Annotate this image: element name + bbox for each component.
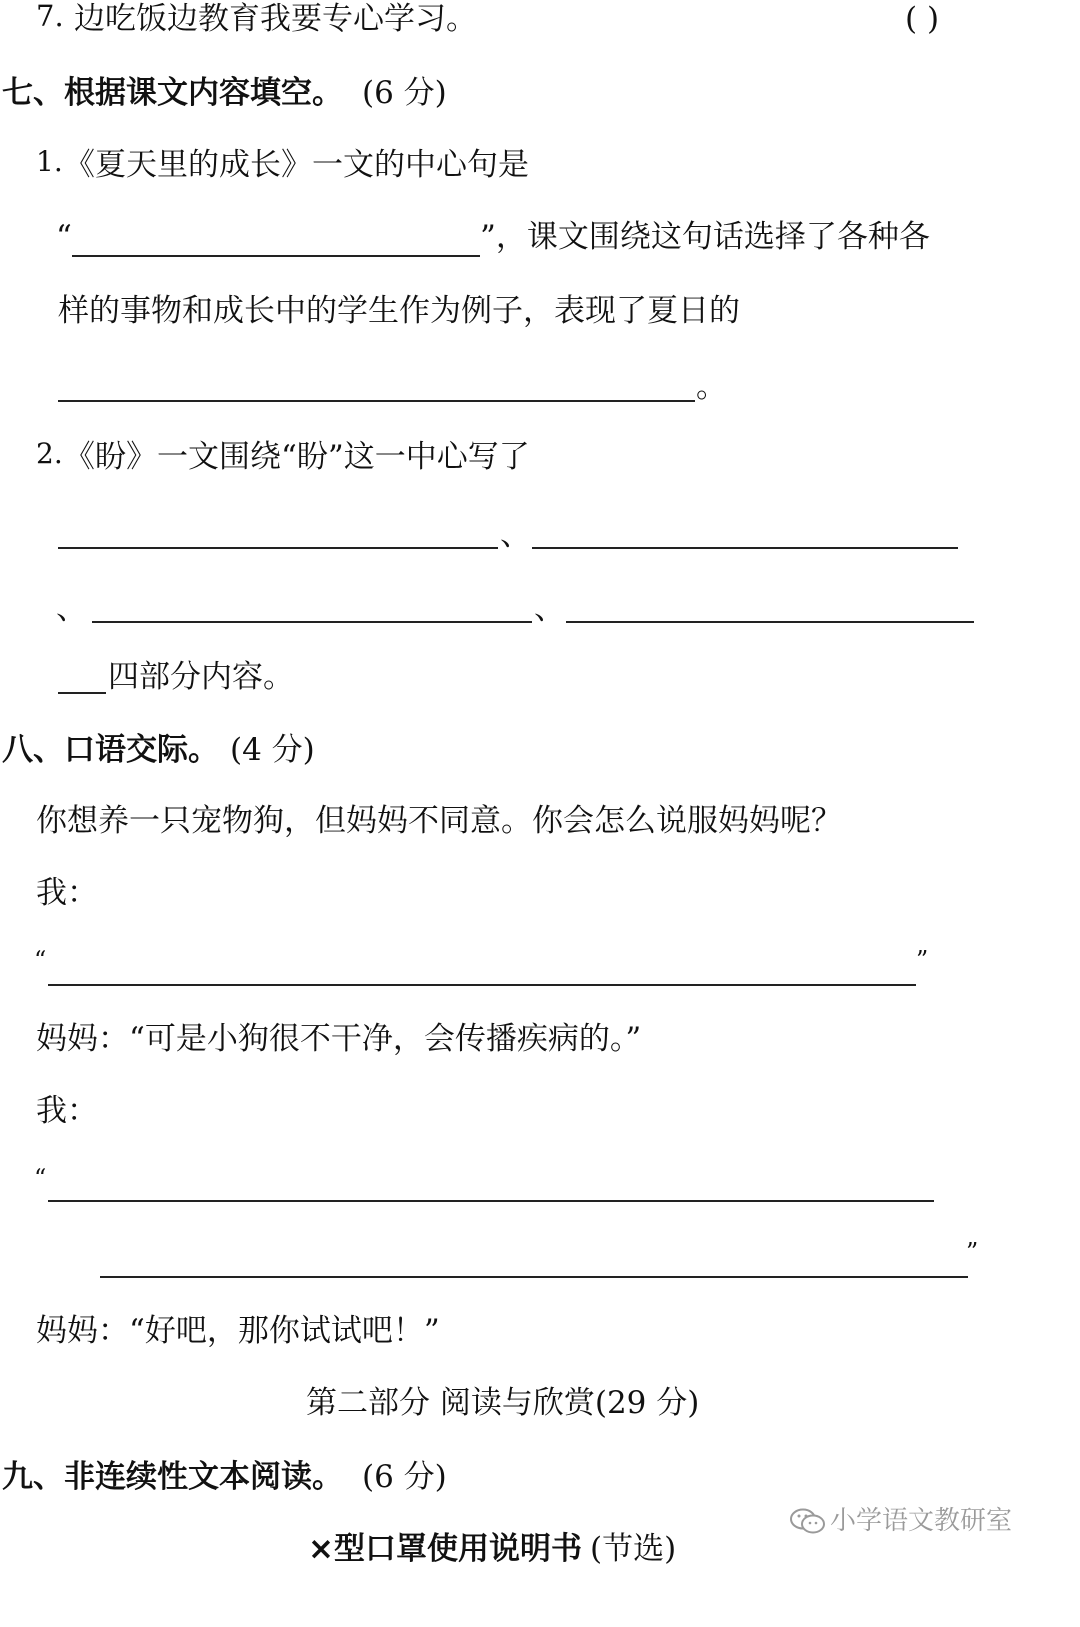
speaker-label: 我：: [36, 875, 98, 911]
answer-blank[interactable]: [100, 1276, 968, 1278]
speaker-label: 我：: [36, 1093, 98, 1129]
question-number: 2.: [36, 437, 63, 470]
question-text: 《夏天里的成长》一文的中心句是: [64, 147, 529, 183]
item-text: 边吃饭边教育我要专心学习。: [74, 1, 477, 37]
answer-blank[interactable]: [58, 547, 498, 549]
watermark-text: 小学语文教研室: [830, 1506, 1013, 1536]
dialogue-line: 妈妈：“好吧，那你试试吧！”: [36, 1313, 440, 1349]
answer-blank[interactable]: [58, 692, 106, 694]
section-heading: 七、根据课文内容填空。: [2, 75, 343, 111]
separator-mark: 、: [56, 591, 87, 627]
part-title: 第二部分 阅读与欣赏(29 分): [306, 1385, 700, 1421]
dialogue-line: 妈妈：“可是小狗很不干净，会传播疾病的。”: [36, 1021, 642, 1057]
answer-parentheses: ( ): [905, 1, 940, 37]
item-number: 7.: [36, 0, 64, 33]
answer-blank[interactable]: [48, 984, 916, 986]
section-score: (6 分): [362, 1459, 447, 1495]
separator-mark: 、: [534, 591, 565, 627]
separator-mark: 、: [500, 517, 531, 553]
close-quote: ”: [916, 946, 929, 974]
answer-blank[interactable]: [566, 621, 974, 623]
section-heading: 九、非连续性文本阅读。: [2, 1459, 343, 1495]
answer-blank[interactable]: [92, 621, 532, 623]
passage-title-note: (节选): [590, 1531, 677, 1567]
wechat-icon: [790, 1508, 826, 1534]
answer-blank[interactable]: [72, 255, 480, 257]
answer-blank[interactable]: [48, 1200, 934, 1202]
close-quote: ”: [966, 1238, 979, 1266]
open-quote: “: [34, 1164, 47, 1192]
passage-title: ×型口罩使用说明书: [308, 1531, 582, 1567]
open-quote: “: [56, 219, 72, 255]
period-mark: 。: [696, 369, 727, 405]
answer-blank[interactable]: [532, 547, 958, 549]
section-score: (6 分): [362, 75, 447, 111]
question-text: 样的事物和成长中的学生作为例子，表现了夏日的: [58, 293, 740, 329]
question-text: 四部分内容。: [108, 659, 294, 695]
question-number: 1.: [36, 145, 63, 178]
open-quote: “: [34, 946, 47, 974]
question-text: 你想养一只宠物狗，但妈妈不同意。你会怎么说服妈妈呢？: [36, 803, 842, 839]
question-text: 《盼》一文围绕“盼”这一中心写了: [64, 439, 530, 475]
answer-blank[interactable]: [58, 400, 695, 402]
section-score: (4 分): [230, 732, 315, 768]
question-text: ”，课文围绕这句话选择了各种各: [480, 219, 930, 255]
section-heading: 八、口语交际。: [2, 732, 219, 768]
